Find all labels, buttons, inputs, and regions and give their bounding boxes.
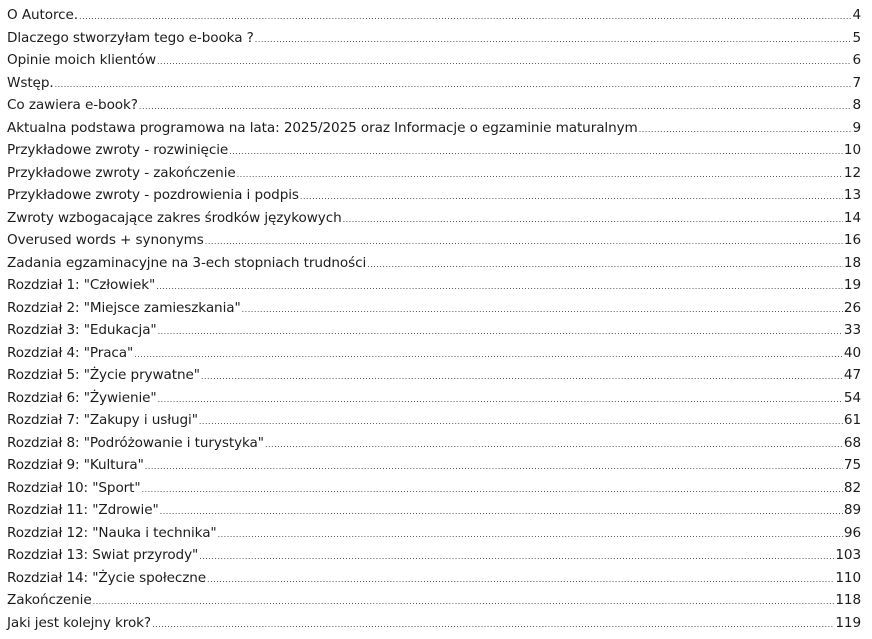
toc-entry-page: 119 [835, 614, 861, 631]
toc-dot-leader [367, 254, 843, 277]
toc-dot-leader [93, 591, 835, 614]
toc-entry-title: Dlaczego stworzyłam tego e-booka ? [7, 29, 254, 46]
toc-entry[interactable] [7, 454, 861, 477]
toc-entry[interactable] [7, 544, 861, 567]
toc-entry[interactable] [7, 184, 861, 207]
toc-entry[interactable] [7, 117, 861, 140]
toc-dot-leader [300, 186, 843, 209]
toc-entry[interactable] [7, 319, 861, 342]
toc-dot-leader [201, 366, 843, 389]
toc-entry-title: Przykładowe zwroty - pozdrowienia i podpis [7, 187, 299, 203]
toc-dot-leader [229, 141, 843, 164]
toc-entry-page: 19 [843, 277, 861, 293]
toc-entry-page: 8 [852, 97, 861, 113]
toc-entry-title: Rozdział 3: "Edukacja" [7, 322, 157, 338]
toc-entry[interactable] [7, 207, 861, 230]
toc-entry-page: 68 [843, 434, 861, 451]
toc-entry-title: Zadania egzaminacyjne na 3-ech stopniach trudności [7, 254, 367, 271]
toc-dot-leader [207, 569, 834, 592]
toc-entry[interactable] [7, 589, 861, 612]
toc-entry[interactable] [7, 27, 861, 50]
toc-dot-leader [199, 411, 843, 434]
toc-dot-leader [158, 389, 843, 412]
toc-entry-page: 96 [843, 524, 861, 541]
toc-entry-title: Rozdział 6: "Żywienie" [7, 389, 157, 406]
toc-entry[interactable] [7, 297, 861, 320]
toc-entry-title: O Autorce. [7, 7, 79, 23]
toc-entry-page: 103 [835, 547, 861, 563]
toc-entry-title: Rozdział 9: "Kultura" [7, 457, 144, 473]
toc-entry[interactable] [7, 567, 861, 590]
toc-entry-title: Rozdział 14: "Życie społeczne [7, 569, 207, 586]
toc-entry-page: 40 [843, 344, 861, 361]
toc-entry-title: Co zawiera e-book? [7, 97, 138, 113]
toc-dot-leader [142, 479, 843, 502]
toc-entry-title: Jaki jest kolejny krok? [7, 614, 152, 631]
toc-entry-title: Wstęp. [7, 74, 54, 91]
toc-entry[interactable] [7, 274, 861, 297]
toc-entry-page: 5 [852, 29, 861, 46]
toc-entry[interactable] [7, 432, 861, 455]
toc-entry-title: Zakończenie [7, 592, 92, 608]
toc-entry-page: 7 [852, 74, 861, 91]
toc-dot-leader [134, 344, 843, 367]
toc-entry[interactable] [7, 49, 861, 72]
toc-entry-title: Rozdział 10: "Sport" [7, 479, 141, 496]
toc-dot-leader [205, 231, 843, 254]
toc-dot-leader [158, 321, 843, 344]
toc-entry-page: 16 [843, 232, 861, 248]
toc-entry[interactable] [7, 229, 861, 252]
toc-entry-title: Aktualna podstawa programowa na lata: 2025/2025 oraz Informacje o egzaminie maturalnym [7, 119, 638, 136]
toc-entry-page: 26 [843, 299, 861, 316]
toc-entry-title: Rozdział 8: "Podróżowanie i turystyka" [7, 434, 264, 451]
toc-entry-page: 54 [843, 389, 861, 406]
toc-entry-title: Przykładowe zwroty - rozwinięcie [7, 142, 229, 158]
toc-dot-leader [639, 119, 852, 142]
toc-entry-title: Rozdział 12: "Nauka i technika" [7, 524, 217, 541]
toc-entry[interactable] [7, 522, 861, 545]
toc-dot-leader [152, 614, 834, 637]
toc-dot-leader [139, 96, 852, 119]
toc-dot-leader [237, 164, 843, 187]
toc-entry-page: 75 [843, 457, 861, 473]
toc-entry-title: Rozdział 11: "Zdrowie" [7, 502, 159, 518]
toc-entry-page: 13 [843, 187, 861, 203]
toc-entry-page: 82 [843, 479, 861, 496]
toc-entry[interactable] [7, 364, 861, 387]
toc-entry-title: Rozdział 4: "Praca" [7, 344, 134, 361]
toc-dot-leader [156, 276, 843, 299]
toc-entry-title: Przykładowe zwroty - zakończenie [7, 164, 236, 181]
toc-entry[interactable] [7, 499, 861, 522]
toc-entry-page: 33 [843, 322, 861, 338]
toc-entry[interactable] [7, 342, 861, 365]
toc-dot-leader [145, 456, 843, 479]
table-of-contents [7, 4, 861, 634]
toc-entry-title: Zwroty wzbogacające zakres środków językowych [7, 209, 342, 226]
toc-entry-page: 110 [835, 569, 861, 586]
toc-entry-title: Rozdział 5: "Życie prywatne" [7, 367, 200, 383]
toc-entry-title: Rozdział 13: Swiat przyrody" [7, 547, 199, 563]
toc-entry-title: Rozdział 7: "Zakupy i usługi" [7, 412, 198, 428]
toc-entry[interactable] [7, 477, 861, 500]
toc-dot-leader [199, 546, 834, 569]
toc-entry[interactable] [7, 162, 861, 185]
toc-entry-page: 47 [843, 367, 861, 383]
toc-entry[interactable] [7, 252, 861, 275]
toc-entry-page: 12 [843, 164, 861, 181]
toc-entry-page: 89 [843, 502, 861, 518]
toc-entry-title: Opinie moich klientów [7, 52, 156, 68]
toc-entry-page: 14 [843, 209, 861, 226]
toc-entry[interactable] [7, 4, 861, 27]
toc-dot-leader [79, 6, 851, 29]
toc-dot-leader [255, 29, 852, 52]
toc-entry[interactable] [7, 612, 861, 635]
toc-entry-page: 4 [852, 7, 861, 23]
toc-dot-leader [55, 74, 852, 97]
toc-entry-title: Rozdział 1: "Człowiek" [7, 277, 156, 293]
toc-dot-leader [242, 299, 843, 322]
toc-entry-page: 9 [852, 119, 861, 136]
toc-entry[interactable] [7, 387, 861, 410]
toc-dot-leader [157, 51, 851, 74]
toc-entry[interactable] [7, 409, 861, 432]
toc-entry[interactable] [7, 139, 861, 162]
toc-dot-leader [343, 209, 843, 232]
toc-entry-title: Rozdział 2: "Miejsce zamieszkania" [7, 299, 241, 316]
toc-entry[interactable] [7, 94, 861, 117]
toc-entry-page: 6 [852, 52, 861, 68]
toc-dot-leader [265, 434, 843, 457]
toc-entry-page: 118 [835, 592, 861, 608]
toc-entry-page: 61 [843, 412, 861, 428]
toc-entry-title: Overused words + synonyms [7, 232, 204, 248]
toc-entry-page: 18 [843, 254, 861, 271]
toc-entry-page: 10 [843, 142, 861, 158]
toc-dot-leader [160, 501, 843, 524]
toc-entry[interactable] [7, 72, 861, 95]
toc-dot-leader [218, 524, 843, 547]
